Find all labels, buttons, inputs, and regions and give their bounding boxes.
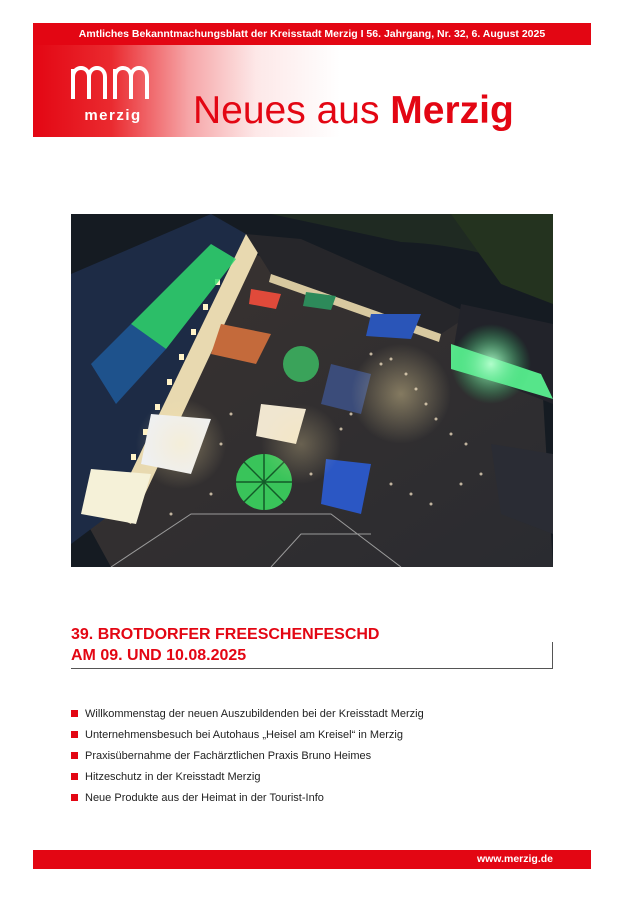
square-bullet-icon — [71, 773, 78, 780]
footer-bar — [33, 850, 591, 869]
issue-info-bar — [33, 23, 591, 45]
square-bullet-icon — [71, 794, 78, 801]
topic-item — [71, 706, 424, 727]
mm-logo-icon — [69, 55, 153, 107]
topic-text: Praxisübernahme der Fachärztlichen Praxis Bruno Heimes — [85, 750, 372, 762]
topic-text: Unternehmensbesuch bei Autohaus „Heisel am Kreisel“ in Merzig — [85, 729, 403, 741]
title-bold: Merzig — [390, 89, 514, 132]
headline-line-2: AM 09. UND 10.08.2025 — [71, 647, 247, 664]
festival-aerial-image — [71, 214, 553, 567]
merzig-logo — [69, 55, 153, 127]
topic-item — [71, 727, 424, 748]
topic-item — [71, 790, 424, 811]
topic-text: Neue Produkte aus der Heimat in der Tourist-Info — [85, 792, 324, 804]
square-bullet-icon — [71, 731, 78, 738]
topic-text: Hitzeschutz in der Kreisstadt Merzig — [85, 771, 261, 783]
headline-divider-vertical — [552, 642, 553, 669]
issue-info-text: Amtliches Bekanntmachungsblatt der Kreisstadt Merzig I 56. Jahrgang, Nr. 32, 6. August 2025 — [78, 28, 546, 40]
cover-headline — [71, 624, 379, 666]
cover-photo — [71, 214, 553, 567]
logo-wordmark: merzig — [84, 107, 142, 124]
square-bullet-icon — [71, 752, 78, 759]
topic-text: Willkommenstag der neuen Auszubildenden bei der Kreisstadt Merzig — [85, 708, 424, 720]
masthead — [33, 45, 591, 137]
website-link[interactable]: www.merzig.de — [476, 853, 553, 865]
topic-item — [71, 748, 424, 769]
headline-line-1: 39. BROTDORFER FREESCHENFESCHD — [71, 626, 380, 643]
square-bullet-icon — [71, 710, 78, 717]
topic-item — [71, 769, 424, 790]
topics-list — [71, 706, 424, 811]
publication-title — [193, 91, 514, 130]
headline-divider — [71, 668, 553, 669]
title-regular: Neues aus — [193, 89, 380, 132]
